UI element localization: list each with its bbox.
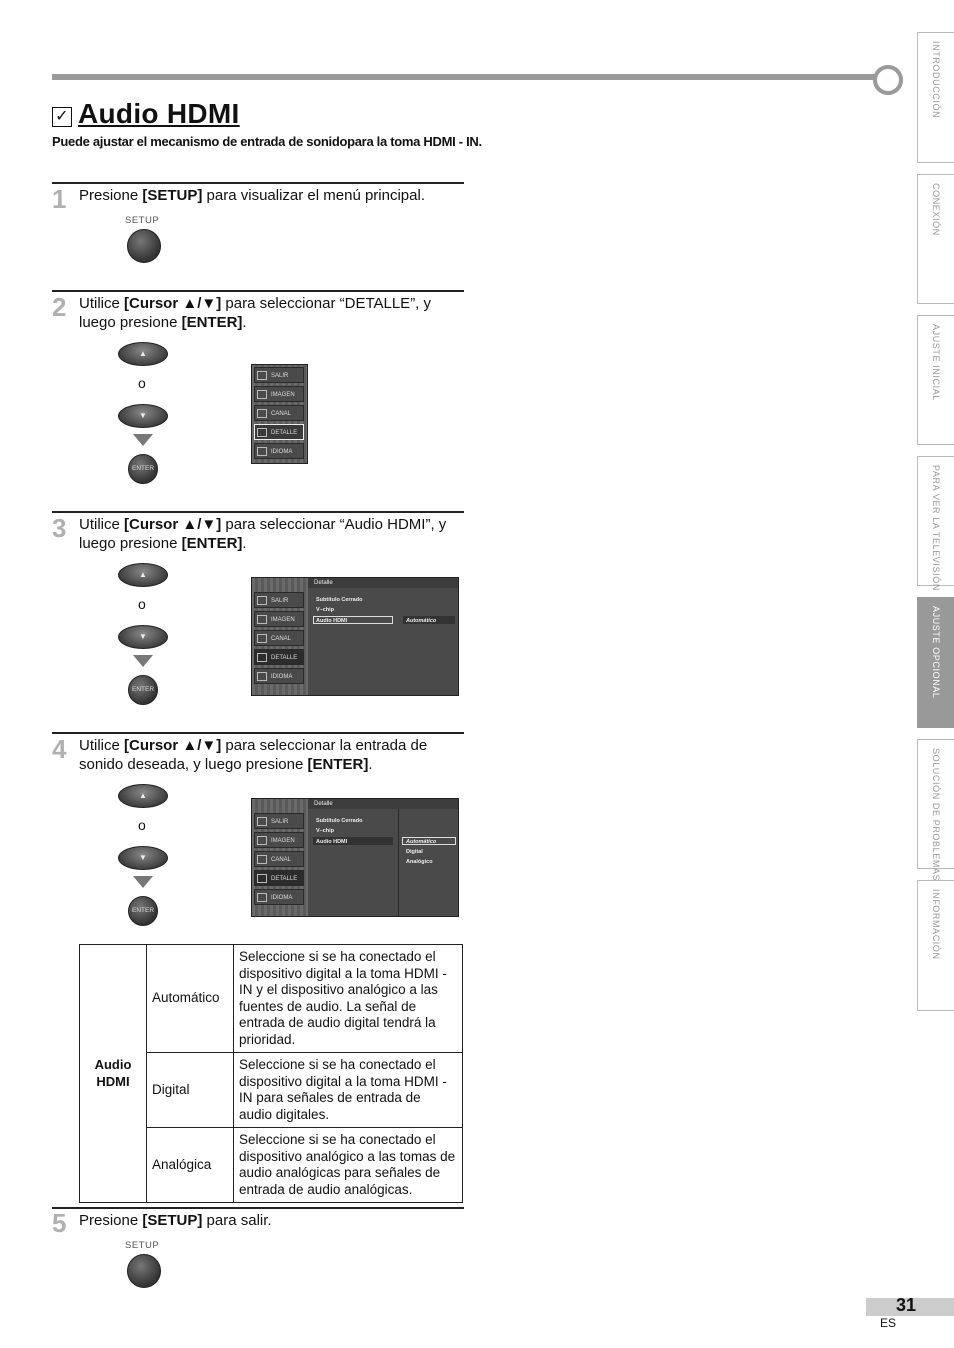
cursor-down-button[interactable]: ▼ xyxy=(118,625,168,649)
checkbox-icon: ✓ xyxy=(52,107,72,127)
tab-ajuste-inicial[interactable]: AJUSTE INICIAL xyxy=(917,315,954,445)
option-description: Seleccione si se ha conectado el dispositivo digital a la toma HDMI - IN y el dispositivo analógico a las fuentes de audio. La señal de entrada de audio digital tendrá la prioridad. xyxy=(234,945,463,1053)
tab-para-ver-la-television[interactable]: PARA VER LA TELEVISIÓN xyxy=(917,456,954,586)
option-description: Seleccione si se ha conectado el dispositivo analógico a las tomas de audio analógicas para señales de entrada de audio analógicas. xyxy=(234,1128,463,1203)
menu-item-detalle: DETALLE xyxy=(254,424,304,440)
audio-hdmi-value: Automático xyxy=(406,617,437,624)
cursor-up-button[interactable]: ▲ xyxy=(118,784,168,808)
audio-options-osd xyxy=(251,798,459,917)
step-3-text: Utilice [Cursor ▲/▼] para seleccionar “Audio HDMI”, y luego presione [ENTER]. xyxy=(79,516,447,552)
page-number: 31 xyxy=(896,1295,917,1315)
tab-ajuste-opcional[interactable]: AJUSTE OPCIONAL xyxy=(917,597,954,728)
detail-panel xyxy=(308,588,458,695)
setup-label: SETUP xyxy=(125,215,160,226)
menu-item-salir: SALIR xyxy=(254,813,304,829)
cursor-down-button[interactable]: ▼ xyxy=(118,846,168,870)
enter-button[interactable]: ENTER xyxy=(128,896,158,926)
setup-label: SETUP xyxy=(125,1240,160,1251)
menu-item-detalle: DETALLE xyxy=(254,649,304,665)
top-circle-ornament xyxy=(873,65,903,95)
step-number: 4 xyxy=(52,734,67,764)
detail-item-subtitulo: Subtítulo Cerrado xyxy=(316,818,363,824)
option-description: Seleccione si se ha conectado el dispositivo digital a la toma HDMI - IN para señales de entrada de audio digitales. xyxy=(234,1053,463,1128)
top-rule xyxy=(52,74,880,80)
exit-icon xyxy=(257,817,267,826)
detail-item-vchip: V–chip xyxy=(316,828,335,834)
menu-item-idioma: IDIOMA xyxy=(254,889,304,905)
arrow-down-icon xyxy=(133,876,153,888)
menu-item-detalle: DETALLE xyxy=(254,870,304,886)
menu-item-imagen: IMAGEN xyxy=(254,832,304,848)
tab-informacion[interactable]: INFORMACIÓN xyxy=(917,880,954,1011)
step-1-text: Presione [SETUP] para visualizar el menú principal. xyxy=(79,187,425,204)
option-automatico: Automático xyxy=(406,838,437,845)
detail-icon xyxy=(257,874,267,883)
menu-item-idioma: IDIOMA xyxy=(254,668,304,684)
cursor-up-button[interactable]: ▲ xyxy=(118,342,168,366)
detail-item-subtitulo: Subtítulo Cerrado xyxy=(316,597,363,603)
detail-item-audio-hdmi: Audio HDMI xyxy=(316,838,348,845)
detail-item-vchip: V–chip xyxy=(316,607,335,613)
page-subtitle: Puede ajustar el mecanismo de entrada de sonidopara la toma HDMI - IN. xyxy=(52,134,482,149)
option-analogico: Analógico xyxy=(406,859,433,865)
picture-icon xyxy=(257,390,267,399)
arrow-down-icon xyxy=(133,655,153,667)
exit-icon xyxy=(257,596,267,605)
language-icon xyxy=(257,672,267,681)
detail-icon xyxy=(257,428,267,437)
step-divider xyxy=(52,732,464,734)
setup-button[interactable] xyxy=(127,229,161,263)
picture-icon xyxy=(257,836,267,845)
cursor-down-button[interactable]: ▼ xyxy=(118,404,168,428)
cursor-up-button[interactable]: ▲ xyxy=(118,563,168,587)
tab-conexion[interactable]: CONEXIÓN xyxy=(917,174,954,304)
step-divider xyxy=(52,1207,464,1209)
panel-divider xyxy=(398,809,399,916)
menu-item-imagen: IMAGEN xyxy=(254,386,304,402)
step-4-text: Utilice [Cursor ▲/▼] para seleccionar la entrada de sonido deseada, y luego presione [ENTER]. xyxy=(79,737,428,773)
page-title: ✓ Audio HDMI xyxy=(52,98,240,130)
detail-icon xyxy=(257,653,267,662)
channel-icon xyxy=(257,634,267,643)
picture-icon xyxy=(257,615,267,624)
enter-button[interactable]: ENTER xyxy=(128,454,158,484)
exit-icon xyxy=(257,371,267,380)
channel-icon xyxy=(257,855,267,864)
table-header-cell: Audio HDMI xyxy=(80,945,147,1203)
menu-item-canal: CANAL xyxy=(254,405,304,421)
step-2-text: Utilice [Cursor ▲/▼] para seleccionar “DETALLE”, y luego presione [ENTER]. xyxy=(79,295,432,331)
option-name: Analógica xyxy=(147,1128,234,1203)
menu-item-salir: SALIR xyxy=(254,367,304,383)
step-divider xyxy=(52,290,464,292)
option-name: Digital xyxy=(147,1053,234,1128)
step-number: 1 xyxy=(52,184,67,214)
page-number-bar xyxy=(866,1295,954,1316)
arrow-down-icon xyxy=(133,434,153,446)
detail-item-audio-hdmi: Audio HDMI xyxy=(316,617,348,624)
step-number: 3 xyxy=(52,513,67,543)
main-menu-osd xyxy=(251,364,308,464)
step-5-text: Presione [SETUP] para salir. xyxy=(79,1212,272,1229)
language-icon xyxy=(257,893,267,902)
table-row xyxy=(80,945,463,1053)
or-label: o xyxy=(138,596,146,612)
tab-solucion-de-problemas[interactable]: SOLUCIÓN DE PROBLEMAS xyxy=(917,739,954,869)
option-name: Automático xyxy=(147,945,234,1053)
or-label: o xyxy=(138,375,146,391)
menu-item-canal: CANAL xyxy=(254,851,304,867)
options-table xyxy=(79,944,463,1203)
menu-item-imagen: IMAGEN xyxy=(254,611,304,627)
detail-panel xyxy=(308,809,458,916)
tab-introduccion[interactable]: INTRODUCCIÓN xyxy=(917,32,954,163)
detail-menu-osd xyxy=(251,577,459,696)
step-divider xyxy=(52,511,464,513)
channel-icon xyxy=(257,409,267,418)
menu-item-salir: SALIR xyxy=(254,592,304,608)
menu-item-canal: CANAL xyxy=(254,630,304,646)
step-divider xyxy=(52,182,464,184)
step-number: 2 xyxy=(52,292,67,322)
detail-header: Detalle xyxy=(308,578,458,588)
detail-header: Detalle xyxy=(308,799,458,809)
or-label: o xyxy=(138,817,146,833)
menu-item-idioma: IDIOMA xyxy=(254,443,304,459)
step-number: 5 xyxy=(52,1208,67,1238)
setup-button[interactable] xyxy=(127,1254,161,1288)
enter-button[interactable]: ENTER xyxy=(128,675,158,705)
language-icon xyxy=(257,447,267,456)
language-code: ES xyxy=(880,1316,897,1330)
option-digital: Digital xyxy=(406,849,423,855)
